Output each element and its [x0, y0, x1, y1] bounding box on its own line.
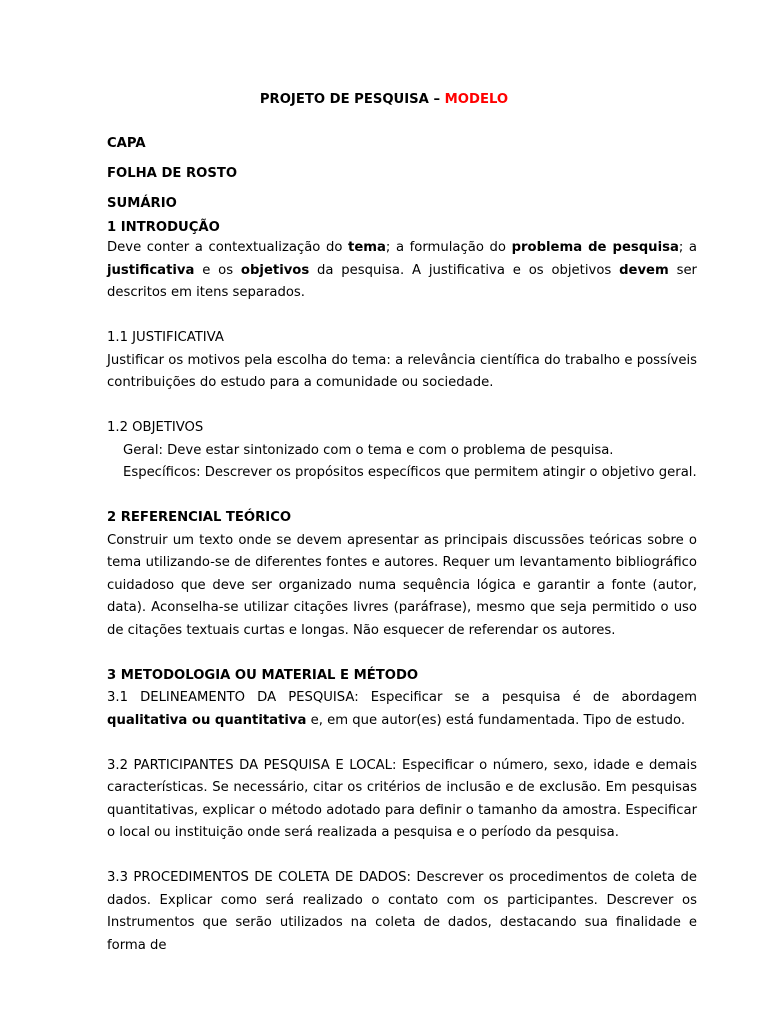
text-run: 3.1 DELINEAMENTO DA PESQUISA: Especificar se a pesquisa é de abordagem: [107, 690, 697, 705]
bold-run: devem: [619, 262, 669, 278]
text-run: ser descritos em itens separados.: [107, 262, 697, 300]
spacer: [107, 845, 697, 868]
text-run: e, em que autor(es) está fundamentada. Tipo de estudo.: [306, 712, 686, 728]
spacer: [107, 732, 697, 755]
heading-folha-de-rosto: FOLHA DE ROSTO: [107, 166, 238, 181]
text-run: ; a formulação do: [385, 240, 512, 255]
spacer: [107, 485, 697, 508]
text-run: e os: [194, 262, 241, 278]
bold-run: justificativa: [107, 262, 195, 278]
bold-run: objetivos: [240, 262, 310, 278]
heading-metodologia: 3 METODOLOGIA OU MATERIAL E MÉTODO: [107, 667, 419, 683]
objetivo-geral: Geral: Deve estar sintonizado com o tema e com o problema de pesquisa.: [123, 442, 614, 458]
heading-justificativa: 1.1 JUSTIFICATIVA: [107, 330, 224, 345]
document-body: [107, 135, 697, 957]
spacer: [107, 395, 697, 418]
title-accent: MODELO: [444, 92, 509, 107]
spacer: [107, 642, 697, 665]
page-title: [0, 91, 768, 109]
text-run: Deve conter a contextualização do: [107, 240, 349, 255]
bold-run: problema de pesquisa: [511, 240, 679, 255]
spacer: [107, 305, 697, 328]
text-run: da pesquisa. A justificativa e os objetivos: [309, 262, 620, 278]
introducao-paragraph: [107, 237, 697, 305]
objetivos-especificos: Específicos: Descrever os propósitos específicos que permitem atingir o objetivo geral.: [123, 465, 697, 480]
heading-introducao: 1 INTRODUÇÃO: [107, 220, 220, 235]
delineamento-paragraph: [107, 687, 697, 732]
justificativa-paragraph: Justificar os motivos pela escolha do tema: a relevância científica do trabalho e possíveis contribuições do estudo para a comunidade ou sociedade.: [107, 352, 697, 390]
participantes-paragraph: 3.2 PARTICIPANTES DA PESQUISA E LOCAL: Especificar o número, sexo, idade e demais características. Se necessário, citar os critérios de inclusão e de exclusão. Em pesquisas quantitativas, explicar o método adotado para definir o tamanho da amostra. Especificar o local ou instituição onde será realizada a pesquisa e o período da pesquisa.: [107, 757, 697, 840]
heading-sumario: SUMÁRIO: [107, 196, 177, 211]
bold-run: tema: [348, 240, 386, 255]
bold-run: qualitativa ou quantitativa: [107, 712, 307, 728]
heading-referencial-teorico: 2 REFERENCIAL TEÓRICO: [107, 510, 292, 525]
text-run: ; a: [678, 240, 697, 255]
heading-capa: CAPA: [107, 136, 146, 151]
coleta-paragraph: 3.3 PROCEDIMENTOS DE COLETA DE DADOS: Descrever os procedimentos de coleta de dados. Explicar como será realizado o contato com os participantes. Descrever os Instrumentos que serão utilizados na coleta de dados, destacando sua finalidade e forma de: [107, 870, 697, 953]
title-prefix: PROJETO DE PESQUISA –: [259, 92, 445, 107]
heading-objetivos: 1.2 OBJETIVOS: [107, 420, 204, 435]
referencial-paragraph: Construir um texto onde se devem apresentar as principais discussões teóricas sobre o tema utilizando-se de diferentes fontes e autores. Requer um levantamento bibliográfico cuidadoso que deve ser organizado numa sequência lógica e garantir a fonte (autor, data). Aconselha-se utilizar citações livres (paráfrase), mesmo que seja permitido o uso de citações textuais curtas e longas. Não esquecer de referendar os autores.: [107, 532, 697, 638]
